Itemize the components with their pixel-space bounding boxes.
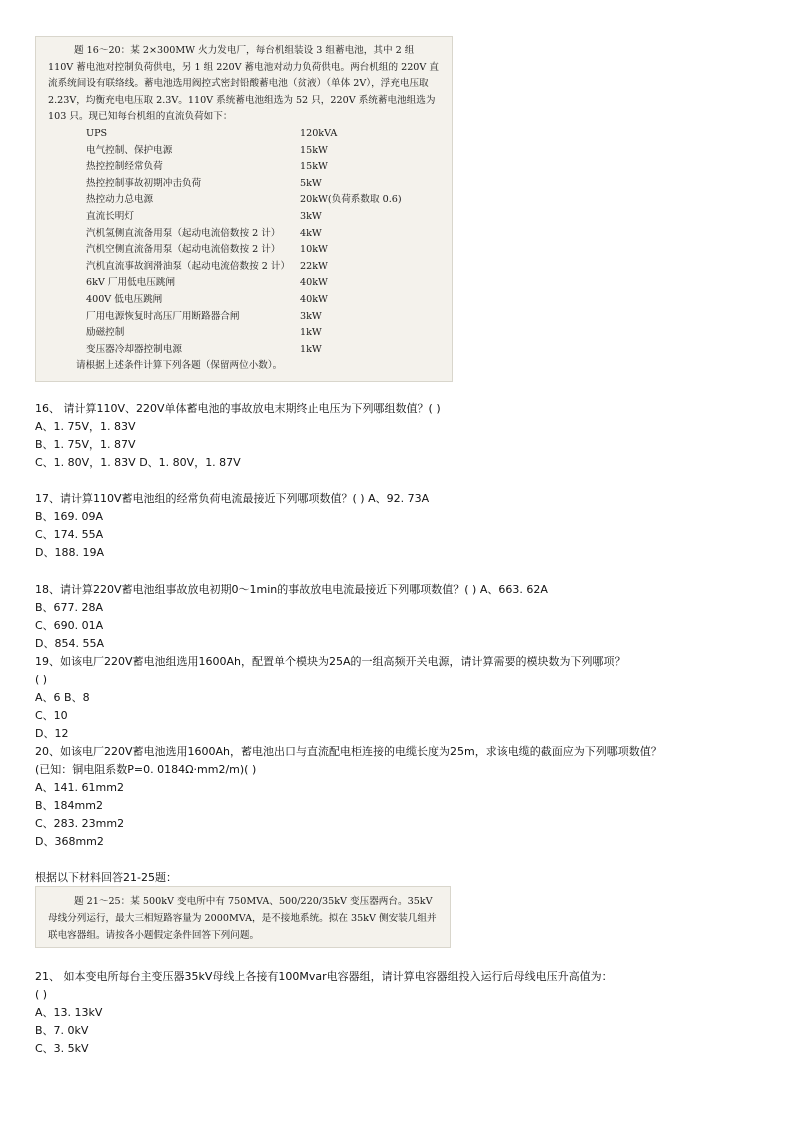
- load-row: [48, 309, 442, 326]
- load-row: [48, 275, 442, 292]
- load-row: [48, 242, 442, 259]
- option-line: D、368mm2: [35, 835, 104, 848]
- load-row: [48, 143, 442, 160]
- option-line: D、854. 55A: [35, 637, 104, 650]
- load-row: [48, 259, 442, 276]
- load-name: 热控动力总电源: [86, 194, 154, 206]
- given-line: (已知：铜电阻系数P=0. 0184Ω·mm2/m)( ): [35, 763, 257, 776]
- load-row: [48, 209, 442, 226]
- option-line: C、174. 55A: [35, 528, 104, 541]
- question-21: [35, 968, 774, 1058]
- option-line: A、1. 75V，1. 83V: [35, 420, 136, 433]
- dc-load-table: [48, 126, 442, 358]
- question-20: [35, 743, 774, 851]
- option-line: C、690. 01A: [35, 619, 104, 632]
- option-line: ( ): [35, 988, 48, 1001]
- load-value: 40kW: [300, 293, 328, 305]
- material-lead: [35, 869, 774, 887]
- option-line: B、184mm2: [35, 799, 103, 812]
- load-name: 厂用电源恢复时高压厂用断路器合闸: [86, 310, 240, 322]
- load-value: 3kW: [300, 310, 322, 322]
- load-value: 15kW: [300, 144, 328, 156]
- option-line: B、1. 75V，1. 87V: [35, 438, 136, 451]
- load-row: [48, 226, 442, 243]
- load-value: 40kW: [300, 277, 328, 289]
- option-line: C、10: [35, 709, 68, 722]
- option-line: C、283. 23mm2: [35, 817, 125, 830]
- load-name: 热控控制经常负荷: [86, 161, 163, 173]
- load-value: 10kW: [300, 244, 328, 256]
- option-line: D、188. 19A: [35, 546, 104, 559]
- option-line: A、6 B、8: [35, 691, 90, 704]
- option-line: A、13. 13kV: [35, 1006, 103, 1019]
- load-name: 电气控制、保护电源: [86, 144, 173, 156]
- load-value: 20kW(负荷系数取 0.6): [300, 194, 402, 206]
- question-stem: 16、 请计算110V、220V单体蓄电池的事故放电末期终止电压为下列哪组数值？( ): [35, 402, 441, 415]
- question-stem: 18、请计算220V蓄电池组事故放电初期0～1min的事故放电电流最接近下列哪项数值？( ) A、663. 62A: [35, 583, 548, 596]
- scan-closing: 请根据上述条件计算下列各题（保留两位小数）。: [76, 360, 283, 372]
- question-stem: 21、 如本变电所每台主变压器35kV母线上各接有100Mvar电容器组，请计算电容器组投入运行后母线电压升高值为：: [35, 970, 613, 983]
- load-row: [48, 159, 442, 176]
- load-name: 汽机直流事故润滑油泵（起动电流倍数按 2 计）: [86, 260, 291, 272]
- load-value: 22kW: [300, 260, 328, 272]
- question-18: [35, 581, 774, 653]
- load-value: 4kW: [300, 227, 322, 239]
- load-name: UPS: [86, 127, 108, 139]
- scanned-problem-16-20: [35, 36, 453, 382]
- scan-intro-text: 题 16～20：某 2×300MW 火力发电厂，每台机组装设 3 组蓄电池，其中 2 组 110V 蓄电池对控制负荷供电，另 1 组 220V 蓄电池对动力负荷供电。两台机组的 220V 直流系统间设有联络线。蓄电池选用阀控式密封铅酸蓄电池（贫液）（单体 2V），浮充电压取 2.23V，均衡充电电压取 2.3V。110V 系统蓄电池组选为 52 只，220V 系统蓄电池组选为 103 只。现已知每台机组的直流负荷如下：: [48, 45, 439, 123]
- load-name: 汽机氢侧直流备用泵（起动电流倍数按 2 计）: [86, 227, 281, 239]
- load-value: 120kVA: [300, 127, 338, 139]
- load-row: [48, 192, 442, 209]
- option-line: D、12: [35, 727, 69, 740]
- load-name: 汽机空侧直流备用泵（起动电流倍数按 2 计）: [86, 244, 281, 256]
- option-line: B、7. 0kV: [35, 1024, 89, 1037]
- question-stem: 20、如该电厂220V蓄电池选用1600Ah，蓄电池出口与直流配电柜连接的电缆长度为25m，求该电缆的截面应为下列哪项数值？: [35, 745, 662, 758]
- load-name: 6kV 厂用低电压跳闸: [86, 277, 176, 289]
- load-row: [48, 342, 442, 359]
- load-value: 3kW: [300, 210, 322, 222]
- option-line: ( ): [35, 673, 48, 686]
- load-row: [48, 176, 442, 193]
- question-stem: 17、请计算110V蓄电池组的经常负荷电流最接近下列哪项数值？( ) A、92. 73A: [35, 492, 430, 505]
- scan2-text: 题 21～25：某 500kV 变电所中有 750MVA、500/220/35kV 变压器两台。35kV 母线分列运行，最大三相短路容量为 2000MVA，是不接地系统。拟在 35kV 侧安装几组并联电容器组。请按各小题假定条件回答下列问题。: [48, 896, 437, 941]
- scanned-problem-21-25: [35, 886, 451, 948]
- question-stem: 19、如该电厂220V蓄电池组选用1600Ah，配置单个模块为25A的一组高频开关电源，请计算需要的模块数为下列哪项？: [35, 655, 626, 668]
- option-line: A、141. 61mm2: [35, 781, 124, 794]
- question-17: [35, 490, 774, 562]
- load-value: 15kW: [300, 161, 328, 173]
- load-name: 400V 低电压跳闸: [86, 293, 163, 305]
- load-name: 变压器冷却器控制电源: [86, 343, 182, 355]
- load-value: 5kW: [300, 177, 322, 189]
- option-line: B、169. 09A: [35, 510, 104, 523]
- option-line: B、677. 28A: [35, 601, 104, 614]
- question-16: [35, 400, 774, 472]
- load-name: 直流长明灯: [86, 210, 134, 222]
- load-value: 1kW: [300, 343, 322, 355]
- material-lead-text: 根据以下材料回答21-25题：: [35, 871, 177, 884]
- scan-intro: [48, 43, 442, 126]
- question-19: [35, 653, 774, 743]
- load-row: [48, 126, 442, 143]
- option-line: C、3. 5kV: [35, 1042, 89, 1055]
- load-row: [48, 325, 442, 342]
- option-line: C、1. 80V，1. 83V D、1. 80V，1. 87V: [35, 456, 241, 469]
- load-value: 1kW: [300, 327, 322, 339]
- load-name: 励磁控制: [86, 327, 125, 339]
- load-row: [48, 292, 442, 309]
- load-name: 热控控制事故初期冲击负荷: [86, 177, 202, 189]
